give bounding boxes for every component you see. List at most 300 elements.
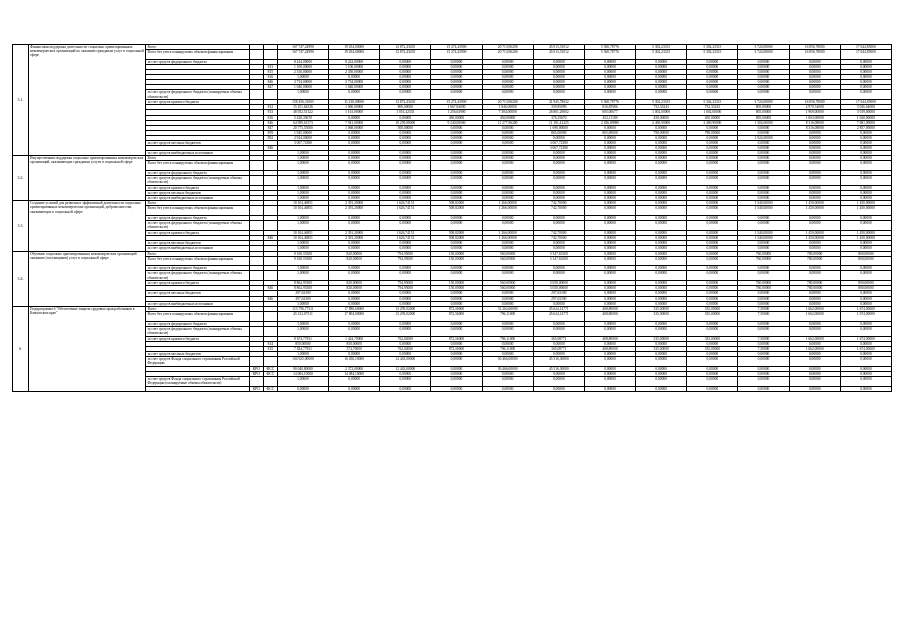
amount-cell: 0,00000 <box>584 351 635 356</box>
amount-cell: 0,00000 <box>329 171 380 176</box>
amount-cell: 150,00000 <box>431 286 482 291</box>
amount-cell: 0,00000 <box>789 151 840 156</box>
funding-source: за счет средств местных бюджетов <box>146 141 249 146</box>
amount-cell: 0,00000 <box>380 59 431 64</box>
amount-cell: 0,00000 <box>431 341 482 346</box>
section-index: 3.2. <box>13 156 29 201</box>
amount-cell: 0,00000 <box>687 216 738 221</box>
amount-cell: 0,00000 <box>840 371 891 376</box>
amount-cell: 1 662,00000 <box>789 306 840 311</box>
amount-cell: 0,00000 <box>329 135 380 140</box>
amount-cell: 5 560,78776 <box>584 45 635 50</box>
amount-cell: 0,00000 <box>584 236 635 241</box>
amount-cell: 0,00000 <box>329 246 380 251</box>
budget-code: 846 <box>263 236 277 241</box>
amount-cell: 297,63300 <box>533 296 584 301</box>
amount-cell: 1 304,00000 <box>738 120 789 125</box>
funding-source: за счет средств краевого бюджета <box>146 186 249 191</box>
amount-cell: 0,00000 <box>789 135 840 140</box>
amount-cell: 45 624,14771 <box>533 306 584 311</box>
amount-cell: 0,00000 <box>329 376 380 386</box>
amount-cell: 0,00000 <box>840 386 891 391</box>
amount-cell: 0,00000 <box>482 326 533 336</box>
amount-cell: 1 674,00000 <box>840 346 891 351</box>
amount-cell: 0,00000 <box>329 301 380 306</box>
amount-cell: 408,80000 <box>584 346 635 351</box>
section-index: 6. <box>13 306 29 391</box>
amount-cell: 10 259,00000 <box>380 120 431 125</box>
amount-cell: 0,00000 <box>789 80 840 85</box>
budget-code <box>263 326 277 336</box>
amount-cell: 16 856,78000 <box>789 45 840 50</box>
amount-cell: 0,00000 <box>329 321 380 326</box>
amount-cell: 8 316,08000 <box>789 125 840 130</box>
amount-cell: 0,00000 <box>636 141 687 146</box>
amount-cell: 0,00000 <box>738 371 789 376</box>
amount-cell: 1 040,00000 <box>329 85 380 90</box>
funding-source: за счет средств краевого бюджета <box>146 281 249 286</box>
amount-cell: 2 391,20000 <box>329 231 380 236</box>
budget-code <box>263 311 277 321</box>
amount-cell: 1 450,00000 <box>789 206 840 216</box>
amount-cell: 0,00000 <box>482 130 533 135</box>
amount-cell: 1 424,70000 <box>329 336 380 341</box>
budget-code: 846 <box>263 286 277 291</box>
amount-cell: 15 274,43900 <box>431 45 482 50</box>
amount-cell: 0,00000 <box>738 196 789 201</box>
section-index: 3.1. <box>13 45 29 156</box>
amount-cell: 8 862,95300 <box>277 281 328 286</box>
amount-cell: 7 941,00000 <box>329 120 380 125</box>
amount-cell: 0,00000 <box>636 296 687 301</box>
amount-cell: 26 801,29002 <box>533 110 584 115</box>
section-index: 3.3. <box>13 201 29 251</box>
amount-cell: 0,00000 <box>840 191 891 196</box>
amount-cell: 1 068,00000 <box>329 125 380 130</box>
amount-cell: 760,00000 <box>738 256 789 266</box>
amount-cell: 1 662,00000 <box>789 311 840 321</box>
amount-cell: 1,00000 <box>277 191 328 196</box>
amount-cell: 7 384,00000 <box>482 110 533 115</box>
amount-cell: 0,00000 <box>584 125 635 130</box>
amount-cell: 408,80000 <box>584 311 635 321</box>
amount-cell: 0,00000 <box>533 75 584 80</box>
amount-cell: 0,00000 <box>482 80 533 85</box>
amount-cell: 9 160,55300 <box>277 251 328 256</box>
amount-cell: 752,33243 <box>687 105 738 110</box>
amount-cell: 0,00000 <box>738 301 789 306</box>
amount-cell: 0,00000 <box>687 141 738 146</box>
amount-cell: 742,70000 <box>533 201 584 206</box>
amount-cell: 0,00000 <box>431 371 482 376</box>
amount-cell: 0,00000 <box>431 321 482 326</box>
amount-cell: 0,00000 <box>431 301 482 306</box>
amount-cell: 1 662,00000 <box>789 336 840 341</box>
amount-cell: 0,00000 <box>687 64 738 69</box>
amount-cell: 5 302,23315 <box>636 100 687 105</box>
amount-cell: 1 020,00000 <box>840 115 891 120</box>
amount-cell: 0,00000 <box>840 151 891 156</box>
amount-cell: 0,00000 <box>636 366 687 371</box>
amount-cell: 1 540,00000 <box>738 201 789 206</box>
amount-cell: 0,00000 <box>738 146 789 151</box>
amount-cell: 0,00000 <box>482 125 533 130</box>
amount-cell: 335,00000 <box>636 306 687 311</box>
amount-cell: 5 347,63300 <box>533 256 584 266</box>
amount-cell: 780,00000 <box>789 251 840 256</box>
section-title: Создание условий для развития и эффективной деятельности социально ориентированных некоммерческих организаций, добровольчества, оказывающих в социальной сфере <box>29 201 146 251</box>
amount-cell: 19 454,00000 <box>329 50 380 60</box>
amount-cell: 1,00000 <box>277 271 328 281</box>
amount-cell: 1 060,00000 <box>329 105 380 110</box>
amount-cell: 0,00000 <box>687 59 738 64</box>
fund-code <box>249 326 263 336</box>
amount-cell: 0,00000 <box>482 75 533 80</box>
amount-cell: 0,00000 <box>738 130 789 135</box>
amount-cell: 0,00000 <box>840 221 891 231</box>
amount-cell: 0,00000 <box>840 321 891 326</box>
amount-cell: 3 019,00000 <box>840 110 891 115</box>
amount-cell: 14 084,10000 <box>329 371 380 376</box>
amount-cell: 0,00000 <box>738 241 789 246</box>
funding-source: за счет средств федерального бюджета (планируемые объемы обязательств) <box>146 176 249 186</box>
funding-source: за счет средств краевого бюджета <box>146 231 249 236</box>
amount-cell: 0,00000 <box>636 321 687 326</box>
amount-cell: 820,00000 <box>329 281 380 286</box>
amount-cell: 0,00000 <box>380 191 431 196</box>
amount-cell: 0,00000 <box>533 216 584 221</box>
funding-source: за счет средств федерального бюджета (планируемые объемы обязательств) <box>146 271 249 281</box>
amount-cell: 0,00000 <box>789 216 840 221</box>
amount-cell: 0,00000 <box>738 291 789 296</box>
amount-cell: 0,00000 <box>431 59 482 64</box>
amount-cell: 0,00000 <box>584 326 635 336</box>
amount-cell: 0,00000 <box>636 70 687 75</box>
amount-cell: 0,00000 <box>687 85 738 90</box>
amount-cell: 0,00000 <box>738 386 789 391</box>
amount-cell: 0,00000 <box>840 70 891 75</box>
amount-cell: 0,00000 <box>584 231 635 236</box>
amount-cell: 0,00000 <box>584 386 635 391</box>
amount-cell: 0,00000 <box>584 151 635 156</box>
amount-cell: 0,00000 <box>584 356 635 366</box>
amount-cell: 1,00000 <box>277 321 328 326</box>
amount-cell: 0,00000 <box>380 151 431 156</box>
amount-cell: 30 466,00000 <box>482 356 533 366</box>
amount-cell: 0,00000 <box>636 251 687 256</box>
amount-cell: 0,00000 <box>789 161 840 171</box>
funding-source: за счет средств федерального бюджета <box>146 216 249 221</box>
amount-cell: 0,00000 <box>738 176 789 186</box>
amount-cell: 5 050,00000 <box>533 286 584 291</box>
amount-cell: 0,00000 <box>840 80 891 85</box>
amount-cell: 2 350,00000 <box>277 70 328 75</box>
amount-cell: 297,63300 <box>277 291 328 296</box>
amount-cell: 1 626,74151 <box>380 236 431 241</box>
amount-cell: 48 052,51322 <box>277 110 328 115</box>
amount-cell: 5 302,23315 <box>687 50 738 60</box>
amount-cell: 0,00000 <box>533 191 584 196</box>
amount-cell: 0,00000 <box>840 135 891 140</box>
amount-cell: 0,00000 <box>636 281 687 286</box>
amount-cell: 0,00000 <box>584 201 635 206</box>
table-row <box>13 306 892 311</box>
amount-cell: 7 824,77811 <box>277 346 328 351</box>
budget-code: 816 <box>263 75 277 80</box>
amount-cell: 0,00000 <box>584 135 635 140</box>
amount-cell: 0,00000 <box>584 186 635 191</box>
budget-code: 814 <box>263 341 277 346</box>
amount-cell: 10 104,46851 <box>277 231 328 236</box>
amount-cell: 2 391,20000 <box>329 236 380 241</box>
amount-cell: 5 302,23315 <box>636 45 687 50</box>
funding-source: за счет средств федерального бюджета (планируемые объемы обязательств) <box>146 90 249 100</box>
amount-cell: 0,00000 <box>380 266 431 271</box>
amount-cell: 0,00000 <box>840 271 891 281</box>
amount-cell: 0,00000 <box>329 271 380 281</box>
funding-source: Всего без учета планируемых объемов финансирования <box>146 161 249 171</box>
amount-cell: 1,00000 <box>277 266 328 271</box>
budget-code: 892 <box>263 135 277 140</box>
amount-cell: 800,00000 <box>840 286 891 291</box>
amount-cell: 450,00000 <box>687 115 738 120</box>
amount-cell: 0,00000 <box>738 70 789 75</box>
amount-cell: 0,00000 <box>431 125 482 130</box>
amount-cell: 0,00000 <box>380 80 431 85</box>
amount-cell: 3 026,64000 <box>840 105 891 110</box>
amount-cell: 0,00000 <box>431 75 482 80</box>
amount-cell: 0,00000 <box>533 301 584 306</box>
amount-cell: 10 104,46851 <box>277 201 328 206</box>
amount-cell: 760,00000 <box>738 251 789 256</box>
amount-cell: 0,00000 <box>533 80 584 85</box>
amount-cell: 1 002,00000 <box>687 110 738 115</box>
amount-cell: 0,00000 <box>636 206 687 216</box>
amount-cell: 0,00000 <box>687 80 738 85</box>
funding-source: за счет средств Фонда социального страхования Российской Федерации (планируемые объемы обязательств) <box>146 376 249 386</box>
amount-cell: 0,00000 <box>738 266 789 271</box>
amount-cell: 0,00000 <box>636 146 687 151</box>
amount-cell: 0,00000 <box>329 191 380 196</box>
amount-cell: 9 160,55300 <box>277 256 328 266</box>
amount-cell: 90 040,80000 <box>277 366 328 371</box>
amount-cell: 0,00000 <box>840 59 891 64</box>
amount-cell: 0,00000 <box>380 241 431 246</box>
amount-cell: 780,00000 <box>789 281 840 286</box>
amount-cell: 0,00000 <box>687 231 738 236</box>
amount-cell: 1 063,00000 <box>789 115 840 120</box>
amount-cell: 2 469,90000 <box>687 120 738 125</box>
budget-code <box>263 50 277 60</box>
amount-cell: 0,00000 <box>738 171 789 176</box>
amount-cell: 16 856,78000 <box>789 50 840 60</box>
amount-cell: 0,00000 <box>840 75 891 80</box>
amount-cell: 12 443,00000 <box>380 356 431 366</box>
amount-cell: 0,00000 <box>431 326 482 336</box>
amount-cell: 8 862,95300 <box>277 286 328 291</box>
amount-cell: 0,00000 <box>380 221 431 231</box>
amount-cell: 0,00000 <box>329 351 380 356</box>
amount-cell: 0,00000 <box>636 191 687 196</box>
amount-cell: 0,00000 <box>789 59 840 64</box>
funding-source: Всего <box>146 45 249 50</box>
amount-cell: 0,00000 <box>687 301 738 306</box>
amount-cell: 0,00000 <box>789 130 840 135</box>
amount-cell: 0,00000 <box>636 151 687 156</box>
budget-code: 846 <box>263 80 277 85</box>
amount-cell: 0,00000 <box>636 59 687 64</box>
amount-cell: 1 100,00000 <box>277 64 328 69</box>
amount-cell: 1 626,74151 <box>380 201 431 206</box>
amount-cell: 450,00000 <box>482 115 533 120</box>
funding-source: за счет средств федерального бюджета (планируемые объемы обязательств) <box>146 221 249 231</box>
amount-cell: 0,00000 <box>636 231 687 236</box>
amount-cell: 0,00000 <box>584 296 635 301</box>
amount-cell: 0,00000 <box>840 141 891 146</box>
amount-cell: 2 350,00000 <box>329 70 380 75</box>
budget-table-body <box>13 45 892 392</box>
amount-cell: 3 734,00000 <box>329 80 380 85</box>
amount-cell: 7,50000 <box>738 306 789 311</box>
amount-cell: 872,56000 <box>431 306 482 311</box>
amount-cell: 0,00000 <box>636 171 687 176</box>
amount-cell: 1 690,00000 <box>533 125 584 130</box>
funding-source: за счет средств федерального бюджета <box>146 171 249 176</box>
amount-cell: 0,00000 <box>380 351 431 356</box>
amount-cell: 0,00000 <box>482 151 533 156</box>
amount-cell: 0,00000 <box>687 351 738 356</box>
amount-cell: 0,00000 <box>533 186 584 191</box>
amount-cell: 5 302,23315 <box>687 100 738 105</box>
funding-source: за счет средств федерального бюджета <box>146 59 249 64</box>
amount-cell: 1,00000 <box>277 351 328 356</box>
amount-cell: 0,00000 <box>687 191 738 196</box>
amount-cell: 0,00000 <box>584 301 635 306</box>
amount-cell: 1 256,63900 <box>431 110 482 115</box>
amount-cell: 0,00000 <box>840 130 891 135</box>
amount-cell: 0,00000 <box>789 241 840 246</box>
amount-cell: 0,00000 <box>636 125 687 130</box>
amount-cell: 0,00000 <box>636 271 687 281</box>
amount-cell: 0,00000 <box>789 146 840 151</box>
amount-cell: 0,00000 <box>431 241 482 246</box>
amount-cell: 0,00000 <box>329 161 380 171</box>
amount-cell: 0,00000 <box>738 125 789 130</box>
amount-cell: 335,00000 <box>687 336 738 341</box>
amount-cell: 12 872,43435 <box>380 45 431 50</box>
amount-cell: 450,00000 <box>431 115 482 120</box>
amount-cell: 0,00000 <box>687 90 738 100</box>
amount-cell: 45 132,07311 <box>277 311 328 321</box>
amount-cell: 0,00000 <box>636 326 687 336</box>
funding-source: за счет средств краевого бюджета <box>146 336 249 341</box>
amount-cell: 0,00000 <box>687 241 738 246</box>
amount-cell: 0,00000 <box>636 256 687 266</box>
section-index: 3.4. <box>13 251 29 306</box>
amount-cell: 0,00000 <box>482 135 533 140</box>
amount-cell: 5 050,00000 <box>533 281 584 286</box>
amount-cell: 0,00000 <box>329 326 380 336</box>
amount-cell: 508,82000 <box>431 231 482 236</box>
amount-cell: 41 945,78632 <box>533 100 584 105</box>
amount-cell: 0,00000 <box>584 171 635 176</box>
amount-cell: 0,00000 <box>584 341 635 346</box>
amount-cell: 0,00000 <box>840 366 891 371</box>
amount-cell: 1 266,00000 <box>482 236 533 241</box>
amount-cell: 0,00000 <box>840 176 891 186</box>
amount-cell: 0,00000 <box>431 296 482 301</box>
amount-cell: 0,00000 <box>329 151 380 156</box>
amount-cell: 760,00000 <box>738 286 789 291</box>
fund-code <box>249 221 263 231</box>
amount-cell: 0,00000 <box>738 161 789 171</box>
budget-code: 859 <box>263 130 277 135</box>
amount-cell: 19 454,00000 <box>329 45 380 50</box>
amount-cell: 2 469,90000 <box>636 120 687 125</box>
amount-cell: 500,00000 <box>380 125 431 130</box>
amount-cell: 0,00000 <box>789 351 840 356</box>
budget-code <box>263 90 277 100</box>
amount-cell: 150,00000 <box>431 281 482 286</box>
amount-cell: 1 450,00000 <box>840 231 891 236</box>
amount-cell: 45 516,30000 <box>533 356 584 366</box>
amount-cell: 0,00000 <box>840 216 891 221</box>
amount-cell: 798,00000 <box>636 130 687 135</box>
amount-cell: 1,00000 <box>277 151 328 156</box>
amount-cell: 0,00000 <box>789 186 840 191</box>
budget-code: 816 <box>263 115 277 120</box>
amount-cell: 0,00000 <box>738 296 789 301</box>
amount-cell: 1 266,00000 <box>482 231 533 236</box>
fund-code <box>249 161 263 171</box>
amount-cell: 0,00000 <box>584 291 635 296</box>
funding-source: за счет средств местных бюджетов <box>146 191 249 196</box>
amount-cell: 0,00000 <box>380 376 431 386</box>
amount-cell: 30 466,00000 <box>482 366 533 371</box>
amount-cell: 0,00000 <box>636 386 687 391</box>
amount-cell: 0,00000 <box>840 246 891 251</box>
amount-cell: 0,00000 <box>840 376 891 386</box>
amount-cell: 0,00000 <box>584 70 635 75</box>
amount-cell: 574,70000 <box>329 346 380 351</box>
amount-cell: 0,00000 <box>687 151 738 156</box>
amount-cell: 0,00000 <box>687 256 738 266</box>
amount-cell: 760,00000 <box>738 281 789 286</box>
amount-cell: 0,00000 <box>584 156 635 161</box>
amount-cell: 0,00000 <box>533 151 584 156</box>
amount-cell: 796,11000 <box>482 346 533 351</box>
amount-cell: 1,00000 <box>277 216 328 221</box>
amount-cell: 0,00000 <box>380 90 431 100</box>
amount-cell: 0,00000 <box>584 85 635 90</box>
amount-cell: 1,00000 <box>277 161 328 171</box>
amount-cell: 20 713,96200 <box>482 50 533 60</box>
amount-cell: 0,00000 <box>380 271 431 281</box>
amount-cell: 0,00000 <box>380 296 431 301</box>
amount-cell: 0,00000 <box>840 291 891 296</box>
fund-code <box>249 356 263 366</box>
amount-cell: 0,00000 <box>431 135 482 140</box>
amount-cell: 0,00000 <box>636 376 687 386</box>
amount-cell: 0,00000 <box>738 321 789 326</box>
amount-cell: 0,00000 <box>584 80 635 85</box>
amount-cell: 0,00000 <box>840 241 891 246</box>
amount-cell: 0,00000 <box>277 386 328 391</box>
budget-code: ФСС <box>263 386 277 391</box>
amount-cell: 0,00000 <box>687 246 738 251</box>
amount-cell: 0,00000 <box>687 161 738 171</box>
amount-cell: 1,00000 <box>277 186 328 191</box>
